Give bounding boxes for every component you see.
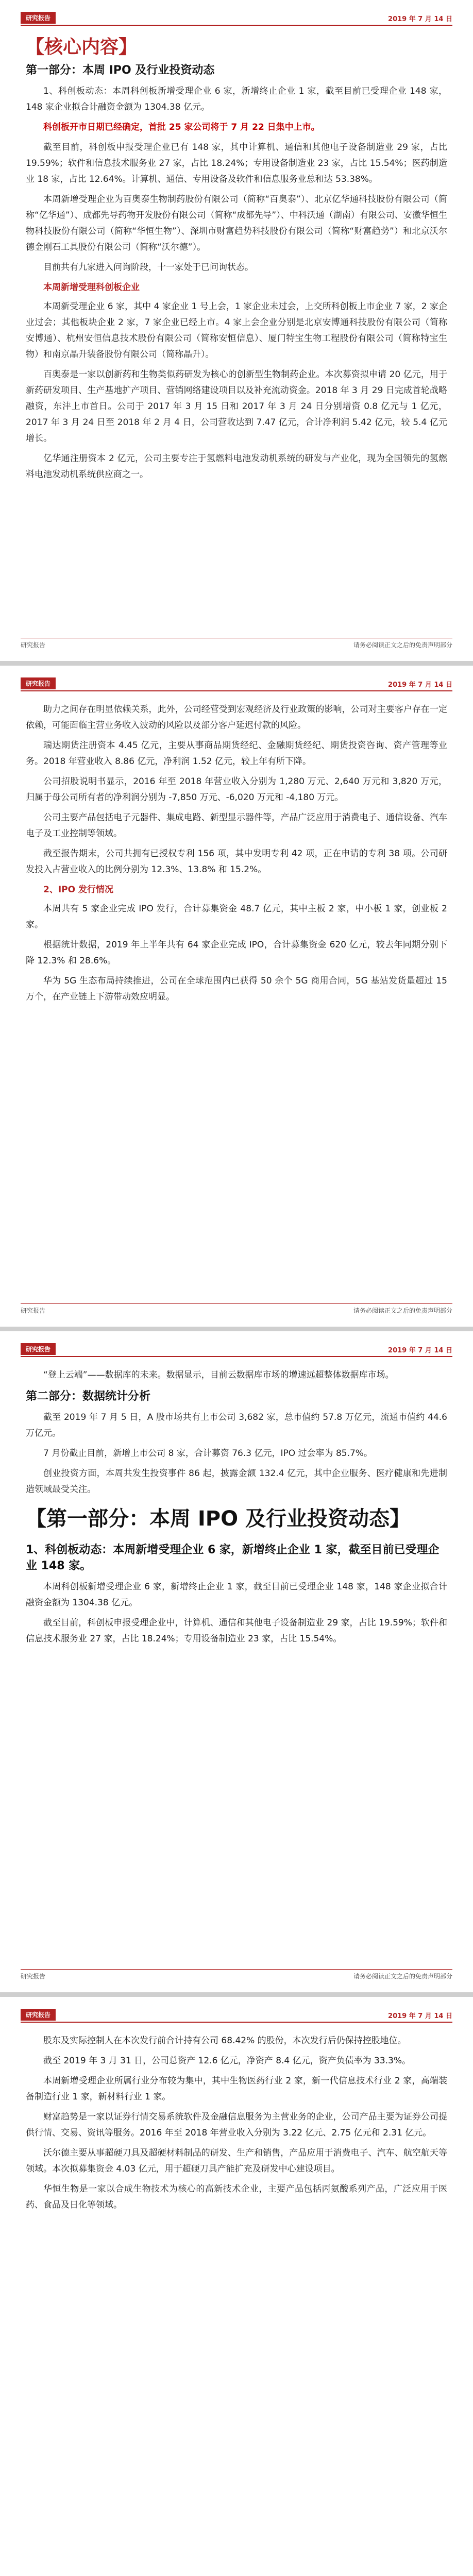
page-4 <box>0 1997 473 2576</box>
paragraph: 助力之间存在明显依赖关系，此外，公司经营受到宏观经济及行业政策的影响，公司对主要客户存在一定依赖，可能面临主营业务收入波动的风险以及部分客户延迟付款的风险。 <box>26 704 447 731</box>
brand-badge: 研究报告 <box>21 2009 56 2021</box>
sub-section-title: 1、科创板动态：本周新增受理企业 6 家，新增终止企业 1 家，截至目前已受理企业 148 家。 <box>26 1544 440 1572</box>
paragraph: 本周新增受理企业所属行业分布较为集中，其中生物医药行业 2 家，新一代信息技术行业 2 家，高端装备制造行业 1 家，新材料行业 1 家。 <box>26 2076 447 2102</box>
paragraph: 本周新增受理企业为百奥泰生物制药股份有限公司（简称“百奥泰”）、北京亿华通科技股份有限公司（简称“亿华通”）、成都先导药物开发股份有限公司（简称“成都先导”）、中科沃通（湖南）有限公司、安徽华恒生物科技股份有限公司（简称“华恒生物”）、深圳市财富趋势科技股份有限公司（简称“财富趋势”）和北京沃尔德金刚石工具股份有限公司（简称“沃尔德”）。 <box>26 194 447 252</box>
page-3 <box>0 1331 473 1992</box>
page-content <box>26 36 447 632</box>
highlight-paragraph: 科创板开市日期已经确定，首批 25 家公司将于 7 月 22 日集中上市。 <box>43 122 320 132</box>
footer-right: 请务必阅读正文之后的免责声明部分 <box>353 1972 452 1980</box>
brand-badge: 研究报告 <box>21 677 56 689</box>
page-header <box>21 11 452 26</box>
report-date: 2019 年 7 月 14 日 <box>388 15 452 23</box>
toc-title: 【核心内容】 <box>26 37 138 58</box>
paragraph: 沃尔德主要从事超硬刀具及超硬材料制品的研发、生产和销售，产品应用于消费电子、汽车、航空航天等领域。本次拟募集资金 4.03 亿元，用于超硬刀具产能扩充及研发中心建设项目。 <box>26 2148 447 2174</box>
section-title: 第二部分：数据统计分析 <box>26 1390 151 1403</box>
paragraph: 华为 5G 生态布局持续推进，公司在全球范围内已获得 50 余个 5G 商用合同，5G 基站发货量超过 15 万个，在产业链上下游带动效应明显。 <box>26 976 447 1002</box>
page-footer <box>21 1303 452 1316</box>
paragraph: “登上云端”——数据库的未来。数据显示，目前云数据库市场的增速远超整体数据库市场。 <box>43 1370 394 1380</box>
page-footer <box>21 1969 452 1982</box>
paragraph: 本周新受理企业 6 家，其中 4 家企业 1 号上会，1 家企业未过会，上交所科创板上市企业 7 家，2 家企业过会；其他板块企业 2 家，7 家企业已经上市。4 家上会企业分别是北京安博通科技股份有限公司（简称安博通）、杭州安恒信息技术股份有限公司（简称安恒信息）、厦门特宝生物工程股份有限公司（简称特宝生物）和南京晶升装备股份有限公司（简称晶升）。 <box>26 301 447 360</box>
footer-right: 请务必阅读正文之后的免责声明部分 <box>353 641 452 649</box>
page-1 <box>0 0 473 661</box>
big-section-title: 【第一部分：本周 IPO 及行业投资动态】 <box>26 1507 411 1531</box>
page-content <box>26 702 447 1298</box>
report-date: 2019 年 7 月 14 日 <box>388 2012 452 2020</box>
paragraph: 亿华通注册资本 2 亿元，公司主要专注于氢燃料电池发动机系统的研发与产业化，现为全国领先的氢燃料电池发动机系统供应商之一。 <box>26 453 447 480</box>
paragraph: 瑞达期货注册资本 4.45 亿元，主要从事商品期货经纪、金融期货经纪、期货投资咨询、资产管理等业务。2018 年营业收入 8.86 亿元，净利润 1.52 亿元，较上年有所下降。 <box>26 740 447 767</box>
paragraph: 百奥泰是一家以创新药和生物类似药研发为核心的创新型生物制药企业。本次募资拟申请 20 亿元，用于新药研发项目、生产基地扩产项目、营销网络建设项目以及补充流动资金。2018 年 3 月 29 日完成首轮战略融资，东沣上市首日。公司于 2017 年 3 月 15 日和 2017 年 3 月 24 日分别增资 0.8 亿元与 1 亿元，2017 年 3 月 24 日至 2018 年 2 月 4 日，公司营收达到 7.47 亿元，合计净利润 5.42 亿元，较 5.4 亿元增长。 <box>26 369 447 444</box>
report-date: 2019 年 7 月 14 日 <box>388 1347 452 1354</box>
page-header <box>21 2008 452 2023</box>
brand-badge: 研究报告 <box>21 1343 56 1355</box>
paragraph: 创业投资方面，本周共发生投资事件 86 起，披露金额 132.4 亿元，其中企业服务、医疗健康和先进制造领域最受关注。 <box>26 1468 447 1495</box>
paragraph: 华恒生物是一家以合成生物技术为核心的高新技术企业，主要产品包括丙氨酸系列产品，广泛应用于医药、食品及日化等领域。 <box>26 2184 447 2210</box>
report-date: 2019 年 7 月 14 日 <box>388 681 452 689</box>
paragraph: 截至报告期末，公司共拥有已授权专利 156 项，其中发明专利 42 项，正在申请的专利 38 项。公司研发投入占营业收入的比例分别为 12.3%、13.8% 和 15.2%。 <box>26 849 447 875</box>
section-title: 第一部分：本周 IPO 及行业投资动态 <box>26 64 215 77</box>
footer-left: 研究报告 <box>21 641 46 649</box>
footer-left: 研究报告 <box>21 1972 46 1980</box>
paragraph: 截至目前，科创板申报受理企业中，计算机、通信和其他电子设备制造业 29 家，占比 19.59%；软件和信息技术服务业 27 家，占比 18.24%；专用设备制造业 23 家，占比 15.54%。 <box>26 1618 447 1644</box>
footer-left: 研究报告 <box>21 1307 46 1314</box>
paragraph: 财富趋势是一家以证券行情交易系统软件及金融信息服务为主营业务的企业，公司产品主要为证券公司提供行情、交易、资讯等服务。2016 年至 2018 年营业收入分别为 3.22 亿元、2.75 亿元和 2.31 亿元。 <box>26 2112 447 2138</box>
paragraph: 根据统计数据，2019 年上半年共有 64 家企业完成 IPO，合计募集资金 620 亿元，较去年同期分别下降 12.3% 和 28.6%。 <box>26 940 447 966</box>
paragraph: 公司招股说明书显示，2016 年至 2018 年营业收入分别为 1,280 万元、2,640 万元和 3,820 万元，归属于母公司所有者的净利润分别为 -7,850 万元、-6,020 万元和 -4,180 万元。 <box>26 776 447 803</box>
page-2 <box>0 666 473 1327</box>
paragraph: 本周共有 5 家企业完成 IPO 发行，合计募集资金 48.7 亿元，其中主板 2 家，中小板 1 家，创业板 2 家。 <box>26 904 447 930</box>
footer-right: 请务必阅读正文之后的免责声明部分 <box>353 1307 452 1314</box>
paragraph: 公司主要产品包括电子元器件、集成电路、新型显示器件等，产品广泛应用于消费电子、通信设备、汽车电子及工业控制等领域。 <box>26 812 447 839</box>
paragraph: 1、科创板动态：本周科创板新增受理企业 6 家，新增终止企业 1 家，截至目前已受理企业 148 家，148 家企业拟合计融资金额为 1304.38 亿元。 <box>26 86 447 112</box>
paragraph: 截至目前，科创板申报受理企业已有 148 家，其中计算机、通信和其他电子设备制造业 29 家，占比 19.59%；软件和信息技术服务业 27 家，占比 18.24%；专用设备制造业 23 家，占比 15.54%；医药制造业 18 家，占比 12.64%。计算机、通信、专用设备及软件和信息服务业总和达 53.38%。 <box>26 142 447 184</box>
paragraph: 7 月份截止目前，新增上市公司 8 家，合计募资 76.3 亿元，IPO 过会率为 85.7%。 <box>43 1448 373 1459</box>
page-header <box>21 677 452 691</box>
paragraph: 目前共有九家进入问询阶段，十一家处于已问询状态。 <box>43 262 254 273</box>
bullet-heading: 本周新增受理科创板企业 <box>43 282 140 293</box>
paragraph: 股东及实际控制人在本次发行前合计持有公司 68.42% 的股份，本次发行后仍保持控股地位。 <box>43 2036 407 2046</box>
paragraph: 本周科创板新增受理企业 6 家，新增终止企业 1 家，截至目前已受理企业 148 家，148 家企业拟合计融资金额为 1304.38 亿元。 <box>26 1582 447 1608</box>
page-header <box>21 1343 452 1357</box>
brand-badge: 研究报告 <box>21 12 56 24</box>
paragraph: 截至 2019 年 7 月 5 日，A 股市场共有上市公司 3,682 家，总市值约 57.8 万亿元，流通市值约 44.6 万亿元。 <box>26 1412 447 1438</box>
paragraph: 截至 2019 年 3 月 31 日，公司总资产 12.6 亿元，净资产 8.4 亿元，资产负债率为 33.3%。 <box>43 2056 411 2066</box>
page-content <box>26 2033 447 2576</box>
page-content <box>26 1367 447 1963</box>
page-footer <box>21 638 452 651</box>
bullet-heading: 2、IPO 发行情况 <box>43 885 113 895</box>
